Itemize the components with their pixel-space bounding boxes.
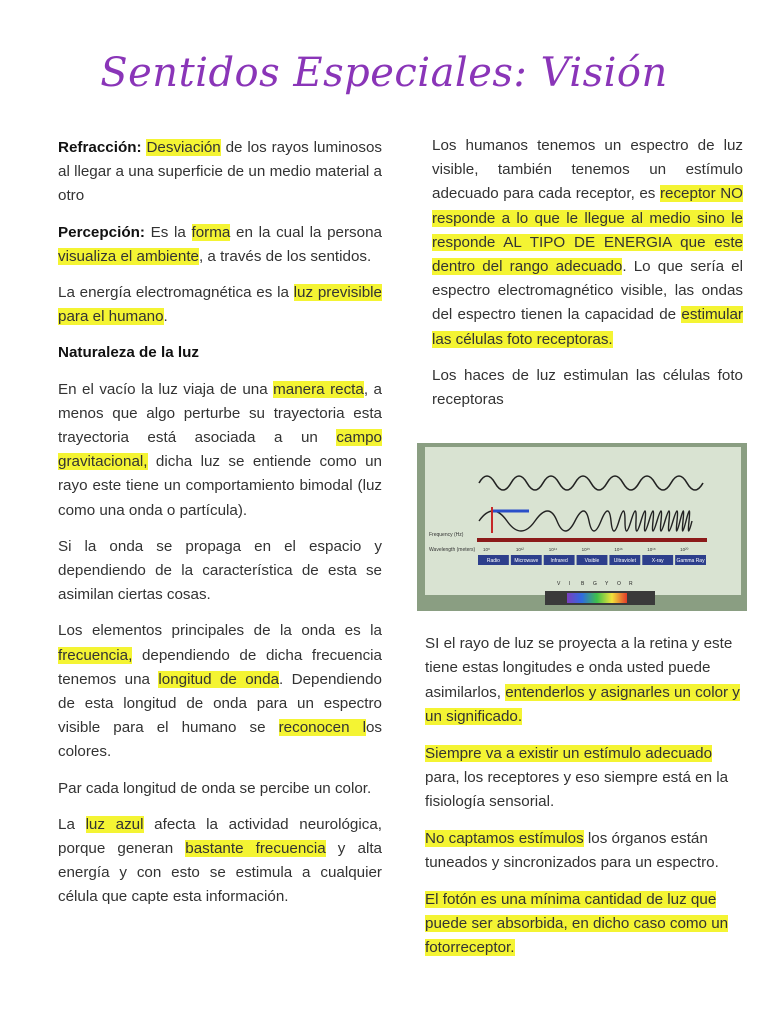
text: Los humanos tenemos un espectro de luz visible, también tenemos un estímulo adecuado para cada receptor, es	[432, 137, 743, 203]
text: Es la	[144, 223, 192, 241]
vacio-paragraph	[58, 378, 382, 523]
refraccion-label: Refracción:	[58, 139, 142, 156]
visible-letter: V	[557, 581, 561, 587]
highlight: luz previsible para el humano	[58, 284, 382, 326]
text: os colores.	[58, 719, 382, 761]
right-column-top	[432, 134, 743, 424]
visible-letter: G	[593, 581, 597, 587]
text: . Lo que sería el espectro electromagnético visible, las ondas del espectro tienen la capacidad de	[432, 258, 743, 324]
text: y alta energía y con esto se estimula a cualquier célula que capte esta información.	[58, 840, 382, 906]
projection-screen	[425, 447, 741, 595]
naturaleza-heading: Naturaleza de la luz	[58, 344, 199, 362]
highlight: reconocen l	[278, 719, 366, 737]
frequency-tick: 10¹⁸	[647, 547, 656, 552]
frequency-tick: 10⁸	[483, 547, 490, 552]
frequency-tick: 10¹⁴	[548, 547, 558, 552]
highlight: entenderlos y asignarles un color y un significado.	[425, 683, 740, 726]
band-label: Microwave	[514, 558, 539, 564]
visible-letter: Y	[605, 581, 609, 587]
highlight: manera recta	[273, 380, 364, 398]
foton-paragraph	[425, 888, 741, 961]
spectrum-photo	[417, 443, 747, 611]
right-column-bottom	[425, 632, 741, 973]
text: .	[163, 308, 168, 326]
highlight: visualiza el ambiente	[58, 247, 199, 265]
left-column	[58, 136, 382, 922]
visible-letter: O	[617, 581, 621, 587]
spectrum-diagram	[417, 443, 747, 611]
azul-paragraph	[58, 813, 382, 910]
band-label: Gamma Ray	[676, 558, 705, 564]
onda-paragraph: Si la onda se propaga en el espacio y dependiendo de la característica de esta se asimilan ciertas cosas.	[58, 537, 382, 604]
visible-letter: B	[581, 581, 585, 587]
haces-paragraph: Los haces de luz estimulan las células foto receptoras	[432, 366, 743, 409]
energia-paragraph	[58, 281, 382, 329]
wavelength-label: Wavelength (meters)	[429, 547, 476, 553]
text: de los rayos luminosos al llegar a una superficie de un medio material a otro	[58, 139, 382, 205]
par-paragraph: Par cada longitud de onda se percibe un color.	[58, 779, 372, 797]
elementos-paragraph	[58, 619, 382, 764]
frequency-tick: 10²⁰	[680, 547, 689, 552]
highlight: receptor NO responde a lo que le llegue al medio sino le responde AL TIPO DE ENERGIA que este dentro del rango adecuado	[432, 185, 743, 276]
text: afecta la actividad neurológica, porque generan	[58, 815, 382, 858]
text: dependiendo de dicha frecuencia tenemos una	[58, 646, 382, 688]
frequency-tick: 10¹⁵	[581, 547, 590, 552]
visible-letter: I	[569, 581, 571, 587]
band-label: Infrared	[550, 558, 568, 564]
band-label: Ultraviolet	[613, 558, 636, 564]
text: Los elementos principales de la onda es la	[58, 622, 382, 640]
percepcion-label: Percepción:	[58, 223, 145, 241]
band-label: Radio	[486, 558, 500, 564]
text: , a menos que algo perturbe su trayectoria esta trayectoria está asociada a un	[58, 380, 382, 447]
frequency-tick: 10¹²	[515, 547, 524, 552]
highlight: Desviación	[146, 139, 221, 156]
highlight: estimular las células foto receptoras.	[432, 306, 743, 348]
humanos-paragraph	[432, 134, 743, 352]
text: dicha luz se entiende como un rayo este tiene un comportamiento bimodal (luz como una onda o partícula).	[58, 453, 382, 519]
highlight: El fotón es una mínima cantidad de luz que puede ser absorbida, en dicho caso como un fotorreceptor.	[425, 890, 729, 957]
text: SI el rayo de luz se proyecta a la retina y este tiene estas longitudes e onda usted puede asimilarlos,	[425, 635, 733, 701]
text: . Dependiendo de esta longitud de onda para un espectro visible para el humano se	[58, 670, 382, 737]
text: , a través de los sentidos.	[198, 247, 372, 265]
highlight: No captamos estímulos	[425, 829, 584, 847]
page-title: Sentidos Especiales: Visión	[100, 50, 668, 96]
band-label: X-ray	[651, 558, 664, 564]
percepcion-paragraph	[58, 221, 382, 269]
text: para, los receptores y eso siempre está en la fisiología sensorial.	[425, 769, 729, 811]
frequency-bar	[477, 538, 707, 542]
visible-spectrum	[567, 593, 627, 603]
band-label: Visible	[584, 558, 600, 564]
text: los órganos están tuneados y sincronizados para un espectro.	[425, 829, 719, 872]
siempre-paragraph	[425, 742, 741, 815]
highlight: luz azul	[85, 815, 144, 833]
refraccion-paragraph	[58, 136, 382, 209]
highlight: Siempre va a existir un estímulo adecuado	[425, 744, 713, 762]
captamos-paragraph	[425, 827, 741, 876]
text: La	[58, 815, 86, 833]
frequency-label: Frequency (Hz)	[429, 532, 464, 538]
text: En el vacío la luz viaja de una	[58, 380, 274, 398]
text: en la cual la persona	[230, 223, 382, 241]
highlight: longitud de onda	[158, 670, 280, 688]
visible-letter: R	[629, 581, 633, 587]
highlight: campo gravitacional,	[58, 429, 382, 471]
frequency-tick: 10¹⁶	[614, 547, 623, 552]
text: La energía electromagnética es la	[58, 284, 294, 302]
highlight: bastante frecuencia	[185, 840, 326, 858]
retina-paragraph	[425, 632, 741, 730]
highlight: frecuencia,	[58, 646, 133, 664]
band-labels	[478, 555, 706, 565]
highlight: forma	[191, 223, 231, 241]
